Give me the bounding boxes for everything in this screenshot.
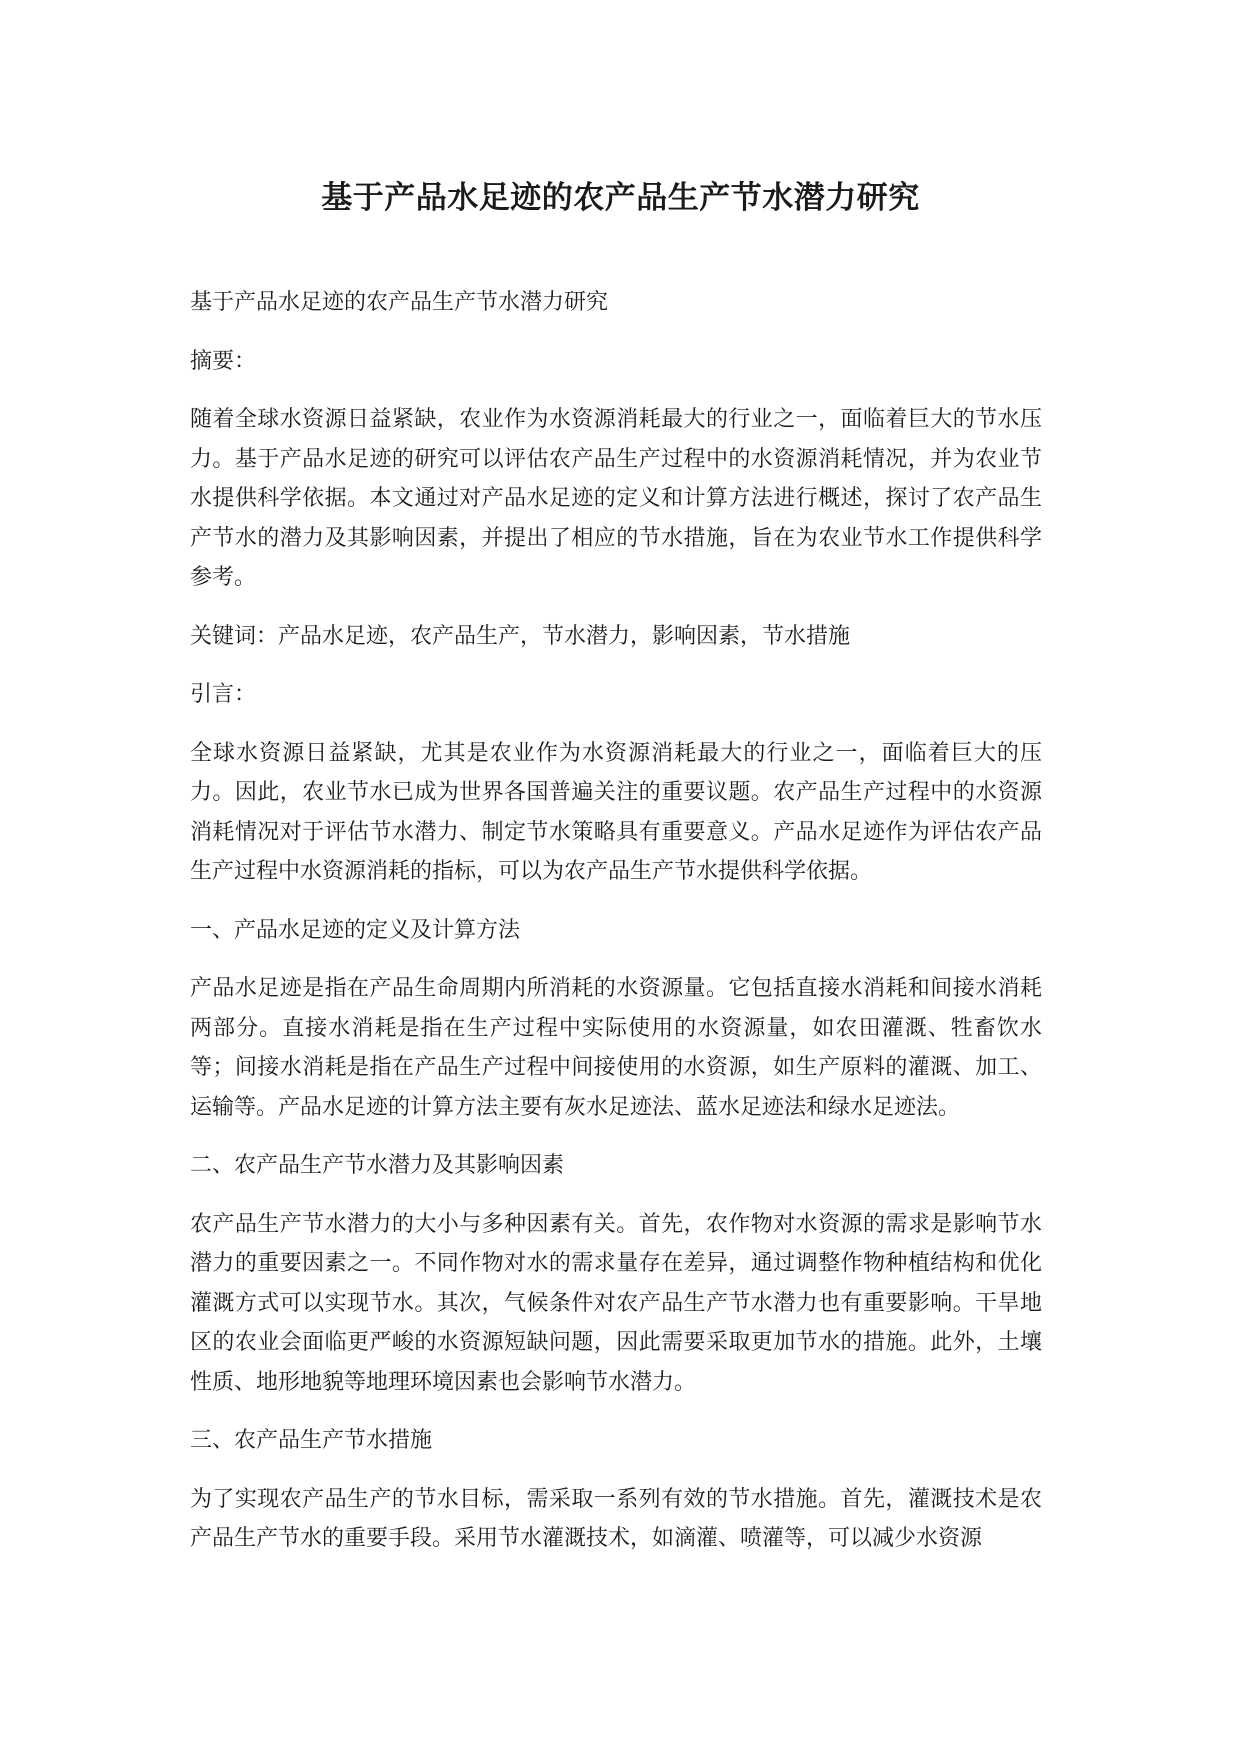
intro-label: 引言： bbox=[190, 682, 257, 707]
abstract-paragraph: 随着全球水资源日益紧缺，农业作为水资源消耗最大的行业之一，面临着巨大的节水压力。基于产品水足迹的研究可以评估农产品生产过程中的水资源消耗情况，并为农业节水提供科学依据。本文通过对产品水足迹的定义和计算方法进行概述，探讨了农产品生产节水的潜力及其影响因素，并提出了相应的节水措施，旨在为农业节水工作提供科学参考。 bbox=[190, 407, 1042, 590]
document-body bbox=[190, 283, 1042, 1578]
intro-paragraph: 全球水资源日益紧缺，尤其是农业作为水资源消耗最大的行业之一，面临着巨大的压力。因此，农业节水已成为世界各国普遍关注的重要议题。农产品生产过程中的水资源消耗情况对于评估节水潜力、制定节水策略具有重要意义。产品水足迹作为评估农产品生产过程中水资源消耗的指标，可以为农产品生产节水提供科学依据。 bbox=[190, 740, 1042, 884]
section1-paragraph: 产品水足迹是指在产品生命周期内所消耗的水资源量。它包括直接水消耗和间接水消耗两部分。直接水消耗是指在生产过程中实际使用的水资源量，如农田灌溉、牲畜饮水等；间接水消耗是指在产品生产过程中间接使用的水资源，如生产原料的灌溉、加工、运输等。产品水足迹的计算方法主要有灰水足迹法、蓝水足迹法和绿水足迹法。 bbox=[190, 976, 1042, 1120]
keywords-line: 关键词：产品水足迹，农产品生产，节水潜力，影响因素，节水措施 bbox=[190, 623, 851, 649]
section1-heading: 一、产品水足迹的定义及计算方法 bbox=[190, 917, 521, 943]
section3-paragraph: 为了实现农产品生产的节水目标，需采取一系列有效的节水措施。首先，灌溉技术是农产品生产节水的重要手段。采用节水灌溉技术，如滴灌、喷灌等，可以减少水资源 bbox=[190, 1486, 1042, 1551]
section2-heading: 二、农产品生产节水潜力及其影响因素 bbox=[190, 1153, 565, 1178]
document-subtitle: 基于产品水足迹的农产品生产节水潜力研究 bbox=[190, 290, 609, 315]
abstract-label: 摘要： bbox=[190, 348, 257, 374]
section2-paragraph: 农产品生产节水潜力的大小与多种因素有关。首先，农作物对水资源的需求是影响节水潜力的重要因素之一。不同作物对水的需求量存在差异，通过调整作物种植结构和优化灌溉方式可以实现节水。其次，气候条件对农产品生产节水潜力也有重要影响。干旱地区的农业会面临更严峻的水资源短缺问题，因此需要采取更加节水的措施。此外，土壤性质、地形地貌等地理环境因素也会影响节水潜力。 bbox=[190, 1211, 1042, 1395]
section3-heading: 三、农产品生产节水措施 bbox=[190, 1428, 433, 1453]
document-title: 基于产品水足迹的农产品生产节水潜力研究 bbox=[321, 180, 920, 216]
